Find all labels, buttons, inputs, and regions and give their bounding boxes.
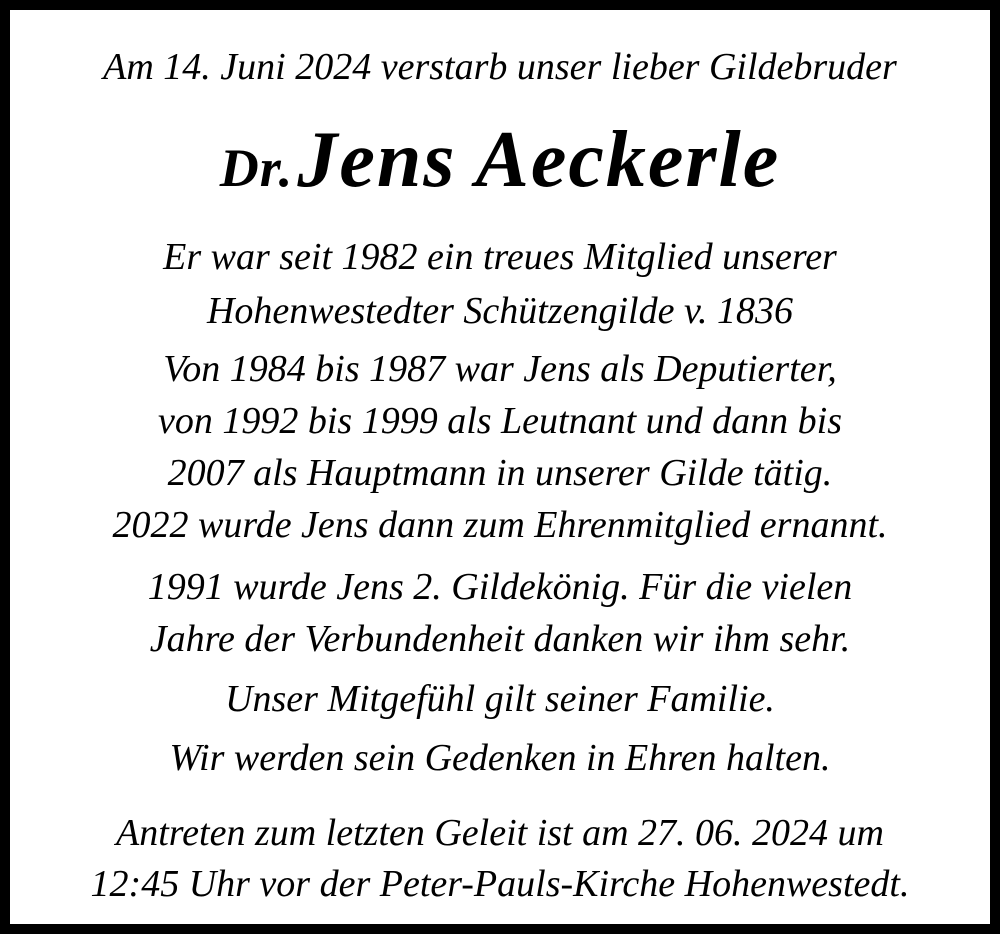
intro-line: Am 14. Juni 2024 verstarb unser lieber Gildebruder — [103, 46, 897, 88]
deceased-name — [10, 115, 990, 227]
name-fullname: Jens Aeckerle — [297, 116, 781, 204]
condolence-line: Unser Mitgefühl gilt seiner Familie. — [225, 678, 775, 720]
king-line-1: 1991 wurde Jens 2. Gildekönig. Für die vielen — [147, 566, 853, 608]
name-title: Dr. — [219, 138, 294, 198]
funeral-line-1: Antreten zum letzten Geleit ist am 27. 06. 2024 um — [116, 812, 884, 854]
remembrance-line: Wir werden sein Gedenken in Ehren halten. — [169, 737, 831, 779]
career-line-1: Von 1984 bis 1987 war Jens als Deputierter, — [163, 348, 837, 390]
career-line-2: von 1992 bis 1999 als Leutnant und dann bis — [157, 400, 843, 442]
membership-line-2: Hohenwestedter Schützengilde v. 1836 — [206, 290, 794, 332]
funeral-line-2: 12:45 Uhr vor der Peter-Pauls-Kirche Hohenwestedt. — [90, 863, 910, 905]
king-line-2: Jahre der Verbundenheit danken wir ihm sehr. — [149, 618, 851, 660]
career-line-4: 2022 wurde Jens dann zum Ehrenmitglied ernannt. — [112, 504, 888, 546]
career-line-3: 2007 als Hauptmann in unserer Gilde tätig. — [167, 452, 833, 494]
membership-line-1: Er war seit 1982 ein treues Mitglied unserer — [163, 236, 837, 278]
